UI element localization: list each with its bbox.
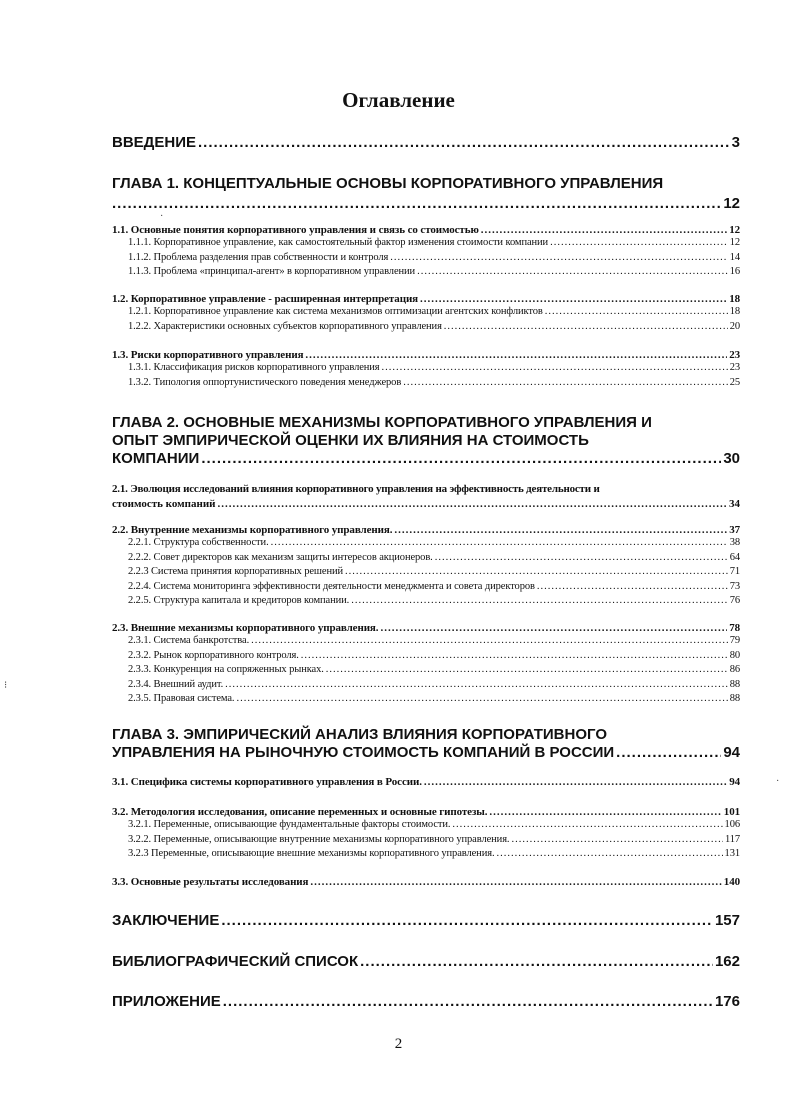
- toc-page: 37: [729, 524, 740, 536]
- toc-label: 3.3. Основные результаты исследования: [112, 876, 309, 888]
- toc-subsection-2-2-2[interactable]: [112, 551, 740, 566]
- toc-leader: [218, 497, 727, 512]
- toc-page: 12: [723, 195, 740, 212]
- toc-page: 23: [729, 349, 740, 361]
- toc-chapter-1[interactable]: [112, 175, 740, 213]
- toc-label: 2.3.5. Правовая система.: [128, 693, 235, 704]
- toc-page: 162: [714, 953, 740, 970]
- toc-leader: [223, 993, 713, 1010]
- toc-page: 140: [723, 876, 740, 888]
- toc-leader: [251, 634, 728, 649]
- toc-leader: [394, 524, 727, 536]
- chapter-title-line: КОМПАНИИ: [112, 450, 200, 467]
- toc-section-3-3[interactable]: [112, 876, 740, 888]
- toc-conclusion[interactable]: [112, 912, 740, 929]
- toc-leader: [403, 376, 728, 391]
- toc-subsection-2-3-2[interactable]: [112, 649, 740, 664]
- toc-label: БИБЛИОГРАФИЧЕСКИЙ СПИСОК: [112, 953, 359, 970]
- toc-section-1-3[interactable]: [112, 349, 740, 390]
- toc-section-3-2[interactable]: [112, 806, 740, 862]
- toc-page: 38: [729, 537, 740, 548]
- toc-label: 1.3.1. Классификация рисков корпоративного управления: [128, 362, 380, 373]
- toc-label: 1.1.3. Проблема «принципал-агент» в корпоративном управлении: [128, 266, 416, 277]
- toc-section-2-2[interactable]: [112, 524, 740, 609]
- toc-page: 14: [729, 251, 740, 263]
- toc-label: 1.1.1. Корпоративное управление, как самостоятельный фактор изменения стоимости компании: [128, 237, 549, 248]
- toc-leader: [489, 806, 721, 818]
- toc-intro[interactable]: [112, 134, 740, 151]
- page-title: Оглавление: [342, 88, 455, 112]
- toc-subsection-1-1-2[interactable]: [112, 251, 740, 266]
- chapter-title-line: УПРАВЛЕНИЯ НА РЫНОЧНУЮ СТОИМОСТЬ КОМПАНИЙ В РОССИИ: [112, 744, 615, 761]
- toc-leader: [420, 293, 727, 305]
- toc-subsection-1-3-2[interactable]: [112, 376, 740, 391]
- toc-label: 3.2.3 Переменные, описывающие внешние механизмы корпоративного управления.: [128, 848, 495, 859]
- toc-page: 76: [729, 595, 740, 606]
- toc-page: 3: [731, 134, 740, 151]
- toc-page: 94: [729, 776, 740, 788]
- toc-label: ПРИЛОЖЕНИЕ: [112, 993, 221, 1010]
- toc-leader: [225, 678, 728, 693]
- toc-leader: [435, 551, 728, 566]
- toc-leader: [424, 776, 727, 788]
- toc-leader: [271, 536, 728, 551]
- page-number: 2: [394, 1036, 403, 1052]
- toc-page: 79: [729, 635, 740, 646]
- toc-page: 157: [714, 912, 740, 929]
- toc-leader: [201, 450, 721, 468]
- toc-subsection-3-2-1[interactable]: [112, 818, 740, 833]
- toc-subsection-2-3-1[interactable]: [112, 634, 740, 649]
- toc-label: 1.2.1. Корпоративное управление как система механизмов оптимизации агентских конфликтов: [128, 306, 543, 317]
- toc-leader: [382, 361, 728, 376]
- toc-leader: [444, 320, 728, 335]
- toc-leader: [496, 847, 722, 862]
- toc-leader: [221, 912, 713, 929]
- toc-subsection-1-2-1[interactable]: [112, 305, 740, 320]
- toc-label: 2.3.4. Внешний аудит.: [128, 678, 224, 690]
- toc-chapter-3[interactable]: [112, 726, 740, 762]
- toc-page: 94: [723, 744, 740, 761]
- toc-subsection-2-3-4[interactable]: [112, 678, 740, 693]
- toc-leader: [345, 565, 728, 580]
- toc-leader: [545, 305, 728, 320]
- toc-leader: [390, 251, 727, 266]
- toc-page: 18: [729, 306, 740, 317]
- toc-page: 101: [723, 806, 740, 818]
- toc-page: 78: [729, 622, 740, 634]
- toc-leader: [326, 663, 728, 678]
- toc-leader: [452, 818, 722, 833]
- chapter-title-line: ГЛАВА 3. ЭМПИРИЧЕСКИЙ АНАЛИЗ ВЛИЯНИЯ КОРПОРАТИВНОГО: [112, 726, 607, 743]
- toc-leader: [301, 649, 728, 664]
- toc-label-line: 2.1. Эволюция исследований влияния корпоративного управления на эффективность деятельности и: [112, 483, 600, 495]
- toc-label: 2.2.5. Структура капитала и кредиторов компании.: [128, 595, 350, 606]
- toc-leader: [481, 224, 727, 236]
- toc-label: 2.3.1. Система банкротства.: [128, 635, 250, 646]
- toc-label: 1.3. Риски корпоративного управления: [112, 349, 304, 361]
- toc-appendix[interactable]: [112, 993, 740, 1010]
- toc-subsection-2-2-1[interactable]: [112, 536, 740, 551]
- toc-page: 88: [729, 693, 740, 704]
- toc-subsection-3-2-3[interactable]: [112, 847, 740, 862]
- toc-page: 71: [729, 566, 740, 577]
- toc-label: ВВЕДЕНИЕ: [112, 134, 196, 151]
- toc-page: 86: [729, 664, 740, 675]
- toc-leader: [616, 744, 721, 762]
- toc-label: 3.2.1. Переменные, описывающие фундаментальные факторы стоимости.: [128, 819, 451, 830]
- scan-speck: ·: [160, 211, 164, 222]
- toc-subsection-1-2-2[interactable]: [112, 320, 740, 335]
- toc-page: 80: [729, 649, 740, 661]
- toc-leader: [198, 134, 730, 151]
- toc-label: 1.1. Основные понятия корпоративного управления и связь со стоимостью: [112, 224, 479, 236]
- toc-page: 117: [724, 833, 740, 845]
- toc-page: 18: [729, 293, 740, 305]
- toc-label: 3.2.2. Переменные, описывающие внутренние механизмы корпоративного управления.: [128, 833, 510, 845]
- toc-page: 34: [729, 498, 740, 510]
- toc-page: 88: [729, 678, 740, 690]
- toc-label: 3.1. Специфика системы корпоративного управления в России.: [112, 776, 422, 788]
- toc-section-2-1[interactable]: [112, 482, 740, 512]
- toc-page: 23: [729, 362, 740, 373]
- toc-subsection-2-2-3[interactable]: [112, 565, 740, 580]
- toc-page: 64: [729, 551, 740, 563]
- scan-speck: ·: [776, 776, 780, 787]
- toc-section-1-1[interactable]: [112, 224, 740, 280]
- toc-section-3-1[interactable]: [112, 776, 740, 788]
- toc-leader: [537, 580, 728, 595]
- toc-page: 73: [729, 580, 740, 592]
- toc-subsection-2-3-3[interactable]: [112, 663, 740, 678]
- toc-label: 2.2.3 Система принятия корпоративных решений: [128, 566, 344, 577]
- toc-page: 106: [724, 819, 740, 830]
- toc-bibliography[interactable]: [112, 953, 740, 970]
- toc-leader: [351, 594, 728, 609]
- toc-leader: [380, 622, 727, 634]
- toc-page: 25: [729, 376, 740, 388]
- toc-page: 12: [729, 237, 740, 248]
- toc-subsection-1-3-1[interactable]: [112, 361, 740, 376]
- toc-page: 12: [729, 224, 740, 236]
- toc-subsection-1-1-1[interactable]: [112, 236, 740, 251]
- toc-label: 2.2.1. Структура собственности.: [128, 537, 269, 548]
- toc-leader: [417, 265, 728, 280]
- toc-section-2-3[interactable]: [112, 622, 740, 707]
- chapter-title-line: ОПЫТ ЭМПИРИЧЕСКОЙ ОЦЕНКИ ИХ ВЛИЯНИЯ НА СТОИМОСТЬ: [112, 432, 589, 449]
- toc-label: 1.2. Корпоративное управление - расширенная интерпретация: [112, 293, 419, 305]
- toc-page: 131: [724, 848, 740, 859]
- toc-label: 3.2. Методология исследования, описание переменных и основные гипотезы.: [112, 806, 488, 818]
- toc-subsection-2-2-4[interactable]: [112, 580, 740, 595]
- scan-speck: ⁝: [4, 680, 8, 691]
- toc-leader: [310, 876, 721, 888]
- toc-label: 2.3.3. Конкуренция на сопряженных рынках.: [128, 664, 324, 675]
- toc-label: 2.3.2. Рынок корпоративного контроля.: [128, 649, 299, 661]
- toc-label-line: стоимость компаний: [112, 498, 216, 510]
- toc-section-1-2[interactable]: [112, 293, 740, 334]
- chapter-title: ГЛАВА 1. КОНЦЕПТУАЛЬНЫЕ ОСНОВЫ КОРПОРАТИВНОГО УПРАВЛЕНИЯ: [112, 175, 664, 192]
- toc-page: 20: [729, 320, 740, 332]
- toc-label: 2.3. Внешние механизмы корпоративного управления.: [112, 622, 379, 634]
- toc-leader: [511, 833, 722, 848]
- toc-chapter-2[interactable]: [112, 414, 740, 468]
- toc-subsection-2-2-5[interactable]: [112, 594, 740, 609]
- toc-label: 1.3.2. Типология оппортунистического поведения менеджеров: [128, 376, 402, 388]
- toc-label: 1.1.2. Проблема разделения прав собственности и контроля: [128, 251, 389, 263]
- toc-leader: [550, 236, 728, 251]
- toc-label: 2.2. Внутренние механизмы корпоративного управления.: [112, 524, 393, 536]
- toc-page: 30: [723, 450, 740, 467]
- chapter-title-line: ГЛАВА 2. ОСНОВНЫЕ МЕХАНИЗМЫ КОРПОРАТИВНОГО УПРАВЛЕНИЯ И: [112, 414, 652, 431]
- toc-label: 2.2.4. Система мониторинга эффективности деятельности менеджмента и совета директоров: [128, 580, 535, 592]
- toc-page: 176: [714, 993, 740, 1010]
- toc-subsection-2-3-5[interactable]: [112, 692, 740, 707]
- toc-subsection-1-1-3[interactable]: [112, 265, 740, 280]
- toc-leader: [305, 349, 727, 361]
- toc-label: 2.2.2. Совет директоров как механизм защиты интересов акционеров.: [128, 551, 433, 563]
- toc-leader: [112, 195, 721, 213]
- toc-subsection-3-2-2[interactable]: [112, 833, 740, 848]
- toc-leader: [236, 692, 727, 707]
- toc-label: 1.2.2. Характеристики основных субъектов корпоративного управления: [128, 320, 442, 332]
- toc-page: 16: [729, 266, 740, 277]
- toc-leader: [360, 953, 713, 970]
- toc-label: ЗАКЛЮЧЕНИЕ: [112, 912, 220, 929]
